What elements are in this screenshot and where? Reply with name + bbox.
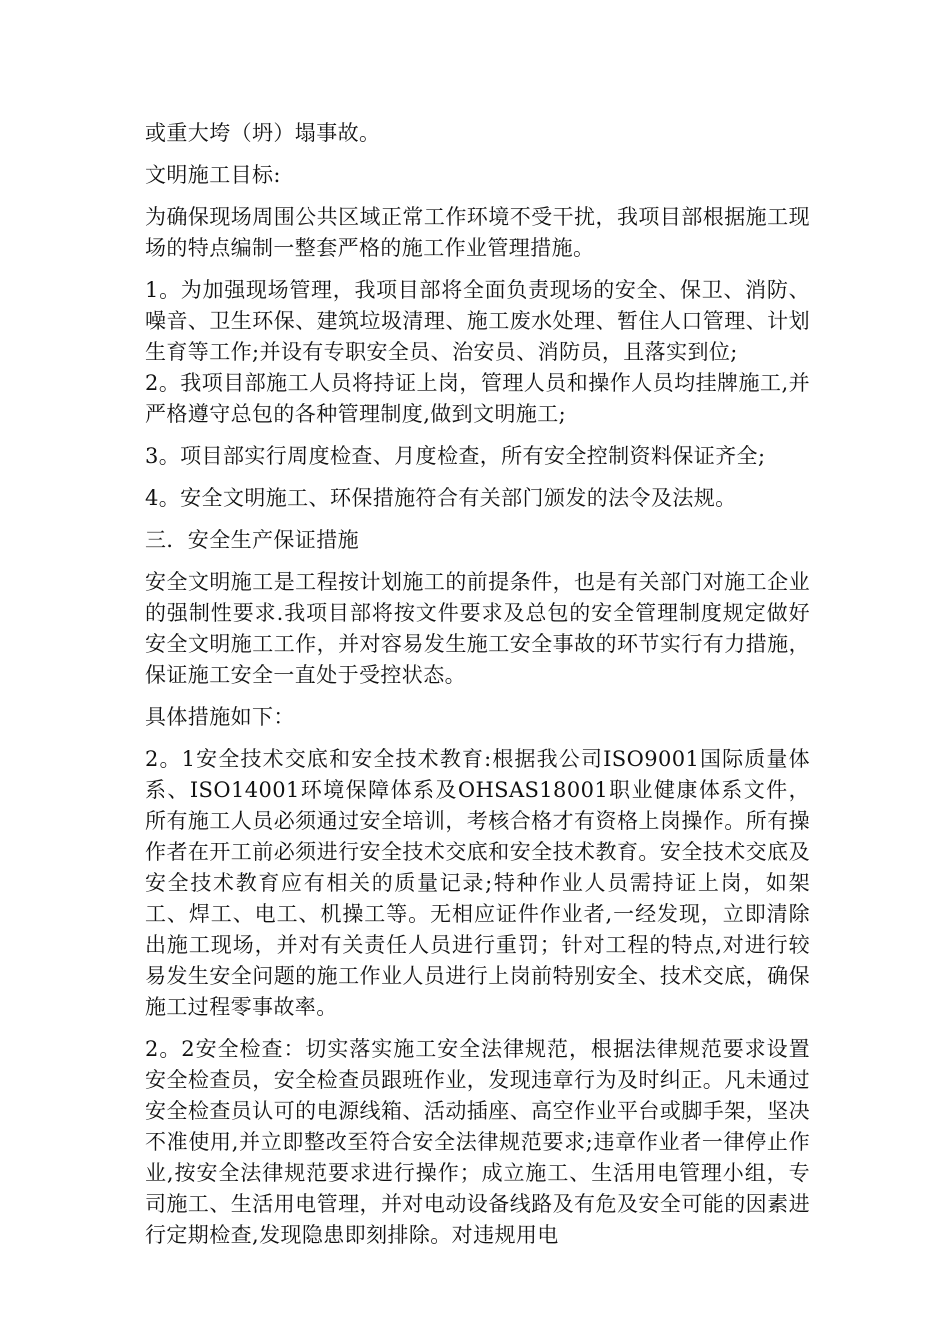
paragraph-safety-overview: 安全文明施工是工程按计划施工的前提条件，也是有关部门对施工企业的强制性要求.我项目部将按文件要求及总包的安全管理制度规定做好安全文明施工工作，并对容易发生施工安全事故的环节实行有力措施，保证施工安全一直处于受控状态。 (145, 570, 810, 687)
paragraph-site-management-intro: 为确保现场周围公共区域正常工作环境不受干扰，我项目部根据施工现场的特点编制一整套严格的施工作业管理措施。 (145, 205, 810, 260)
list-item-4-environmental-measures: 4。安全文明施工、环保措施符合有关部门颁发的法令及法规。 (145, 486, 737, 510)
paragraph-2-2-safety-inspection: 2。2安全检查：切实落实施工安全法律规范，根据法律规范要求设置安全检查员，安全检查员跟班作业，发现违章行为及时纠正。凡未通过安全检查员认可的电源线箱、活动插座、高空作业平台或脚手架，坚决不准使用,并立即整改至符合安全法律规范要求;违章作业者一律停止作业,按安全法律规范要求进行操作；成立施工、生活用电管理小组，专司施工、生活用电管理，并对电动设备线路及有危及安全可能的因素进行定期检查,发现隐患即刻排除。对违规用电 (145, 1037, 810, 1247)
paragraph-accident-end: 或重大垮（坍）塌事故。 (145, 121, 381, 145)
heading-civilized-construction-goal: 文明施工目标: (145, 163, 281, 187)
list-item-2-certified-staff: 2。我项目部施工人员将持证上岗，管理人员和操作人员均挂牌施工,并严格遵守总包的各种管理制度,做到文明施工; (145, 371, 810, 426)
list-item-3-inspections: 3。项目部实行周度检查、月度检查，所有安全控制资料保证齐全; (145, 444, 766, 468)
section-heading-safety-measures: 三．安全生产保证措施 (145, 528, 359, 552)
list-item-1-site-management: 1。为加强现场管理，我项目部将全面负责现场的安全、保卫、消防、噪音、卫生环保、建筑垃圾清理、施工废水处理、暂住人口管理、计划生育等工作;并设有专职安全员、治安员、消防员，且落实到位; (145, 278, 810, 364)
document-body (145, 118, 810, 1262)
paragraph-2-1-safety-training: 2。1安全技术交底和安全技术教育:根据我公司ISO9001国际质量体系、ISO14001环境保障体系及OHSAS18001职业健康体系文件，所有施工人员必须通过安全培训，考核合格才有资格上岗操作。所有操作者在开工前必须进行安全技术交底和安全技术教育。安全技术交底及安全技术教育应有相关的质量记录;特种作业人员需持证上岗，如架工、焊工、电工、机操工等。无相应证件作业者,一经发现，立即清除出施工现场，并对有关责任人员进行重罚；针对工程的特点,对进行较易发生安全问题的施工作业人员进行上岗前特别安全、技术交底，确保施工过程零事故率。 (145, 747, 810, 1019)
heading-specific-measures: 具体措施如下： (145, 705, 295, 729)
